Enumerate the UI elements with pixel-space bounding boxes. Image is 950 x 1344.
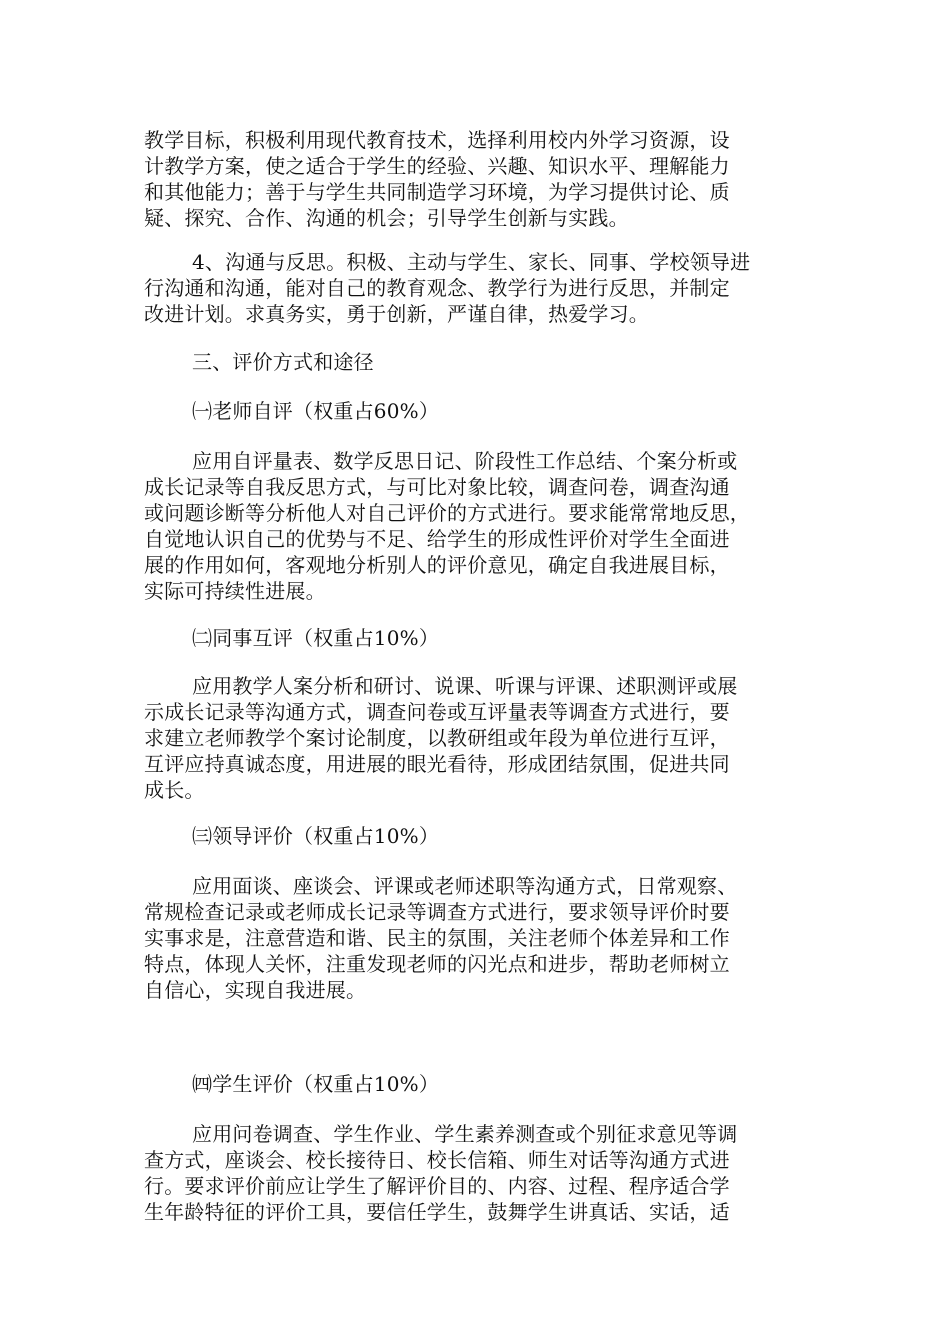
paragraph-line: 疑、探究、合作、沟通的机会；引导学生创新与实践。 [144,206,629,230]
paragraph-line: 自觉地认识自己的优势与不足、给学生的形成性评价对学生全面进 [144,527,730,551]
paragraph-line: 应用教学人案分析和研讨、说课、听课与评课、述职测评或展 [192,674,738,698]
paragraph-line: 求建立老师教学个案讨论制度，以教研组或年段为单位进行互评， [144,726,730,750]
paragraph-line: 应用问卷调查、学生作业、学生素养测查或个别征求意见等调 [192,1122,738,1146]
paragraph-line: 示成长记录等沟通方式，调查问卷或互评量表等调查方式进行，要 [144,700,730,724]
paragraph-line: 4、沟通与反思。积极、主动与学生、家长、同事、学校领导进 [192,250,751,274]
paragraph-line: 成长。 [144,778,205,802]
paragraph-line: 或问题诊断等分析他人对自己评价的方式进行。要求能常常地反思， [144,501,750,525]
subsection-heading: ㈡同事互评（权重占10%） [192,626,440,650]
section-heading: 三、评价方式和途径 [192,350,374,374]
paragraph-line: 互评应持真诚态度，用进展的眼光看待，形成团结氛围，促进共同 [144,752,730,776]
paragraph-line: 实际可持续性进展。 [144,579,326,603]
paragraph-line: 展的作用如何，客观地分析别人的评价意见，确定自我进展目标， [144,553,730,577]
subsection-heading: ㈠老师自评（权重占60%） [192,399,440,423]
paragraph-line: 行。要求评价前应让学生了解评价目的、内容、过程、程序适合学 [144,1174,730,1198]
paragraph-line: 计教学方案，使之适合于学生的经验、兴趣、知识水平、理解能力 [144,154,730,178]
paragraph-line: 查方式，座谈会、校长接待日、校长信箱、师生对话等沟通方式进 [144,1148,730,1172]
subsection-heading: ㈢领导评价（权重占10%） [192,824,440,848]
paragraph-line: 和其他能力；善于与学生共同制造学习环境，为学习提供讨论、质 [144,180,730,204]
paragraph-line: 特点，体现人关怀，注重发现老师的闪光点和进步，帮助老师树立 [144,952,730,976]
subsection-heading: ㈣学生评价（权重占10%） [192,1072,440,1096]
paragraph-line: 自信心，实现自我进展。 [144,978,367,1002]
paragraph-line: 实事求是，注意营造和谐、民主的氛围，关注老师个体差异和工作 [144,926,730,950]
paragraph-line: 成长记录等自我反思方式，与可比对象比较，调查问卷，调查沟通 [144,475,730,499]
paragraph-line: 应用面谈、座谈会、评课或老师述职等沟通方式，日常观察、 [192,874,738,898]
paragraph-line: 行沟通和沟通，能对自己的教育观念、教学行为进行反思，并制定 [144,276,730,300]
paragraph-line: 生年龄特征的评价工具，要信任学生，鼓舞学生讲真话、实话，适 [144,1200,730,1224]
paragraph-line: 常规检查记录或老师成长记录等调查方式进行，要求领导评价时要 [144,900,730,924]
paragraph-line: 应用自评量表、数学反思日记、阶段性工作总结、个案分析或 [192,449,738,473]
paragraph-line: 改进计划。求真务实，勇于创新，严谨自律，热爱学习。 [144,302,649,326]
paragraph-line: 教学目标，积极利用现代教育技术，选择利用校内外学习资源，设 [144,128,730,152]
